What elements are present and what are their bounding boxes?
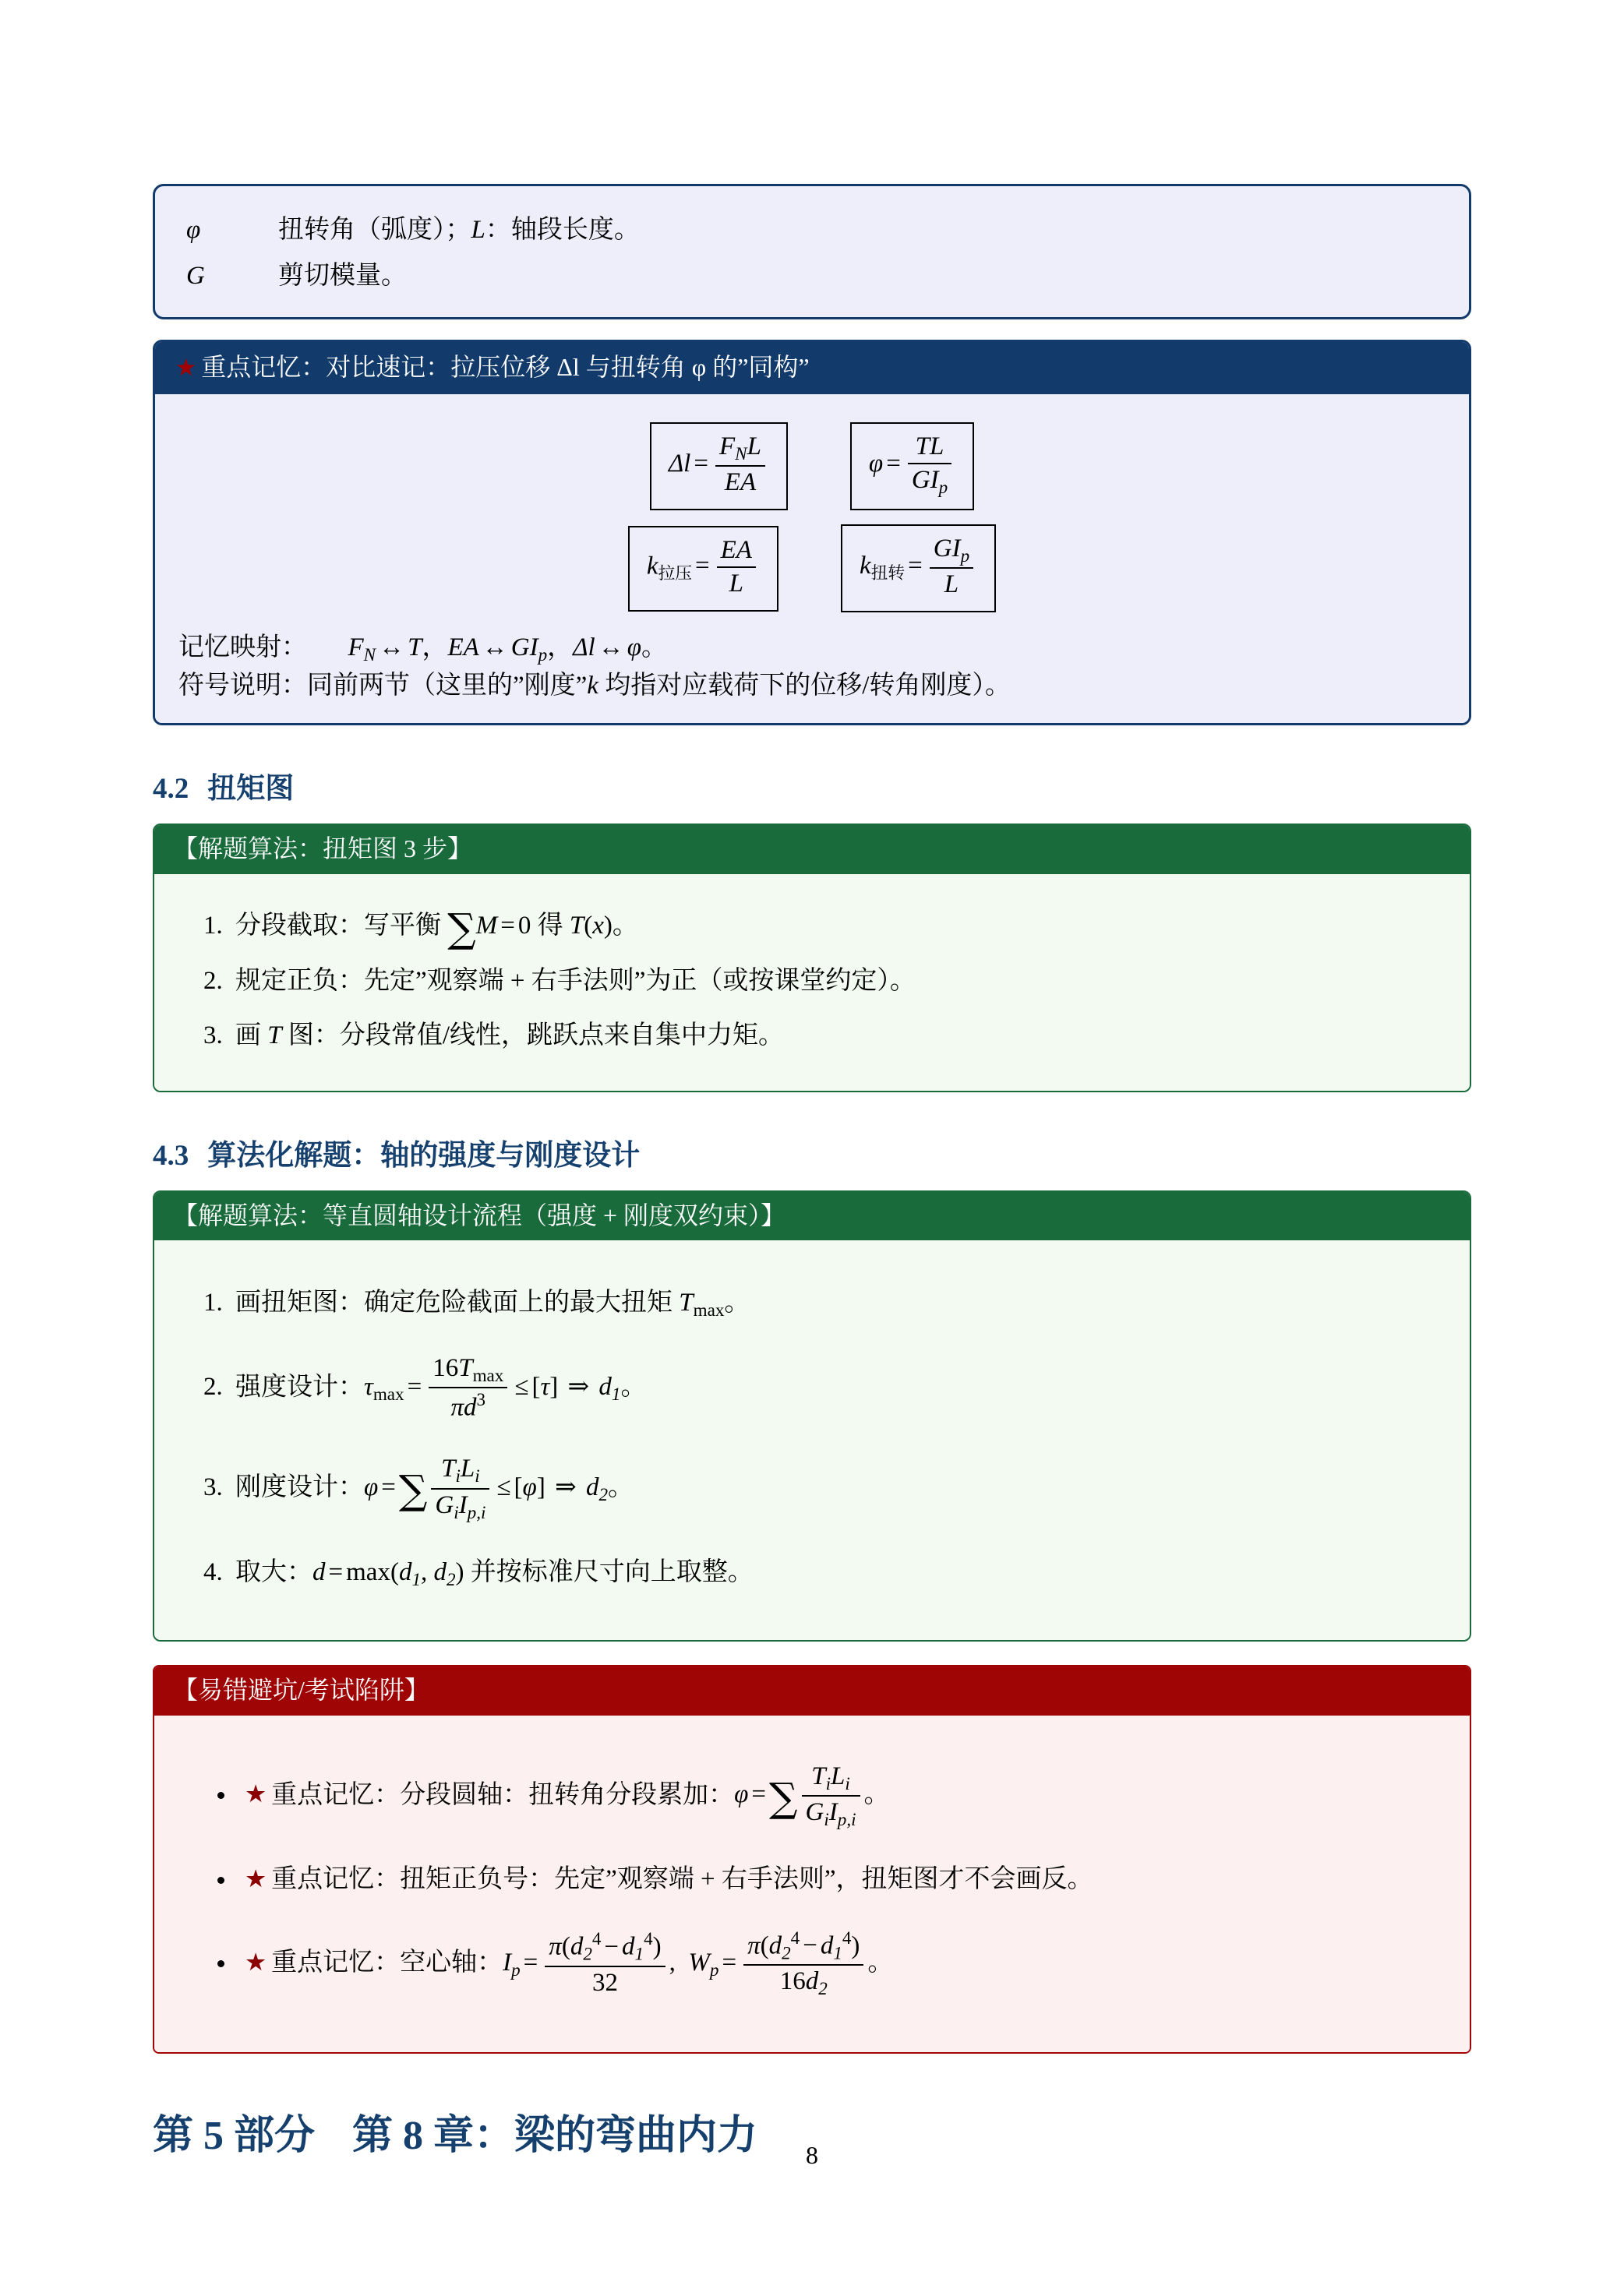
key-memory-callout-body	[155, 394, 1469, 723]
algorithm-box-body	[154, 1240, 1470, 1639]
formula-k-tension: k拉压 = $\frac{EA}{L}$	[628, 526, 778, 612]
step-label: 分段截取：	[235, 911, 364, 940]
pitfall-box-body	[154, 1716, 1470, 2052]
memory-mapping-label: 记忆映射：	[178, 633, 307, 662]
section-heading-4-2	[153, 764, 1471, 806]
key-memory-callout	[153, 340, 1471, 725]
formula-row-displacement	[650, 422, 974, 510]
symbol-L: L	[471, 216, 485, 244]
algorithm-box-header: 【解题算法：等直圆轴设计流程（强度 + 刚度双约束）】	[154, 1192, 1470, 1241]
step-formula: $\tau_{max}$ = $\frac{16T_{max}}{\pi d^3}$ ≤ [τ] ⇒ $d_1$。	[364, 1353, 647, 1422]
key-memory-callout-title: 重点记忆：对比速记：拉压位移 Δl 与扭转角 φ 的”同构”	[201, 353, 810, 381]
algorithm-step	[229, 1555, 1439, 1592]
symbol-row	[186, 263, 1438, 289]
section-number-4-2: 4.2	[153, 772, 189, 805]
pitfall-item	[237, 1928, 1439, 2001]
symbol-G: G	[186, 262, 205, 290]
step-label: 画扭矩图：	[235, 1289, 364, 1317]
key-memory-callout-header	[155, 342, 1469, 394]
step-text-mid: 得	[531, 911, 570, 940]
notation-label: 符号说明：	[178, 671, 307, 700]
step-label: 取大：	[235, 1557, 312, 1586]
pitfall-formula: φ =∑ $\frac{T_iL_i}{G_iI_{p,i}}$ 。	[734, 1762, 890, 1829]
step-label: 刚度设计：	[235, 1473, 364, 1502]
part-heading-lead: 第 5 部分	[153, 2113, 316, 2158]
algorithm-box-torque-diagram	[153, 824, 1471, 1092]
pitfall-item	[237, 1762, 1439, 1831]
formula-delta-l: Δl = $\frac{F_NL}{EA}$	[650, 422, 788, 510]
symbol-phi-desc-prefix: 扭转角（弧度）；	[278, 216, 471, 244]
pitfall-text: 空心轴：	[400, 1948, 503, 1977]
pitfall-label: 重点记忆：	[271, 1948, 401, 1977]
formula-row-stiffness	[628, 524, 996, 612]
step-label: 强度设计：	[235, 1373, 364, 1402]
step-formula: φ =∑ $\frac{T_iL_i}{G_iI_{p,i}}$ ≤ [φ] ⇒ $d_2$。	[364, 1455, 634, 1522]
algorithm-step-list	[185, 905, 1439, 1053]
notation-text: 同前两节（这里的”刚度”k 均指对应载荷下的位移/转角刚度）。	[307, 671, 1011, 700]
section-heading-4-3	[153, 1131, 1471, 1173]
star-icon: ★	[175, 354, 197, 381]
section-title-4-2: 扭矩图	[207, 772, 295, 805]
algorithm-box-shaft-design	[153, 1190, 1471, 1642]
section-number-4-3: 4.3	[153, 1139, 189, 1172]
step-text: 写平衡	[364, 911, 448, 940]
pitfall-formula: $I_p$ = $\frac{\pi(d_2^4 - d_1^4)}{32}$ , $W_p$ = $\frac{\pi(d_2^4 - d_1^4)}{16d_2}$ 。	[503, 1927, 894, 1999]
step-label: 规定正负：	[235, 966, 364, 995]
step-formula: $d = \max(d_1$, $d_2$)	[312, 1557, 464, 1589]
symbol-G-description: 剪切模量。	[278, 262, 407, 290]
algorithm-box-header: 【解题算法：扭矩图 3 步】	[154, 825, 1470, 874]
step-text: 分段常值/线性，跳跃点来自集中力矩。	[339, 1021, 785, 1050]
pitfall-box	[153, 1665, 1471, 2054]
symbol-phi: φ	[186, 216, 201, 244]
algorithm-step	[229, 1018, 1439, 1053]
step-text-after: 。	[612, 911, 638, 940]
pitfall-label: 重点记忆：	[271, 1864, 401, 1893]
algorithm-step	[229, 1455, 1439, 1523]
symbol-phi-desc-suffix: ：轴段长度。	[485, 216, 640, 244]
comparison-formula-grid	[178, 422, 1446, 612]
star-icon: ★	[245, 1948, 267, 1976]
pitfall-item	[237, 1862, 1439, 1897]
part-heading-title: 第 8 章：梁的弯曲内力	[352, 2113, 758, 2158]
formula-phi: φ = $\frac{TL}{GI_p}$	[850, 422, 974, 510]
step-text: 先定”观察端 + 右手法则”为正（或按课堂约定）。	[364, 966, 916, 995]
symbol-definition-box	[153, 184, 1471, 319]
symbol-phi-description	[278, 217, 1438, 243]
algorithm-step-list	[185, 1286, 1439, 1591]
page-number: 8	[806, 2141, 818, 2169]
symbol-row	[186, 217, 1438, 243]
pitfall-list	[185, 1762, 1439, 2001]
page-content	[153, 184, 1471, 2160]
star-icon: ★	[245, 1864, 267, 1892]
formula-k-torsion: k扭转 = $\frac{GI_p}{L}$	[841, 524, 996, 612]
pitfall-box-header: 【易错避坑/考试陷阱】	[154, 1666, 1470, 1716]
algorithm-step	[229, 905, 1439, 952]
step-formula-2: T(x)	[569, 911, 613, 940]
memory-mapping-line	[178, 630, 1446, 668]
step-label: 画 T 图：	[235, 1021, 340, 1050]
memory-mapping-formula: $F_N$ ↔ T，EA ↔ $GI_p$，Δl ↔ φ。	[348, 633, 667, 665]
algorithm-step	[229, 1286, 1439, 1322]
notation-line	[178, 668, 1446, 704]
step-text: 并按标准尺寸向上取整。	[464, 1557, 754, 1586]
step-text: 确定危险截面上的最大扭矩 $T_{max}$。	[364, 1289, 750, 1321]
pitfall-text: 分段圆轴：扭转角分段累加：	[400, 1780, 735, 1809]
section-title-4-3: 算法化解题：轴的强度与刚度设计	[207, 1139, 641, 1172]
algorithm-step	[229, 964, 1439, 999]
pitfall-label: 重点记忆：	[271, 1780, 401, 1809]
pitfall-text: 扭矩正负号：先定”观察端 + 右手法则”，扭矩图才不会画反。	[400, 1864, 1093, 1893]
step-formula: ∑M = 0	[447, 905, 531, 952]
algorithm-box-body	[154, 874, 1470, 1091]
algorithm-step	[229, 1354, 1439, 1424]
star-icon: ★	[245, 1780, 267, 1808]
